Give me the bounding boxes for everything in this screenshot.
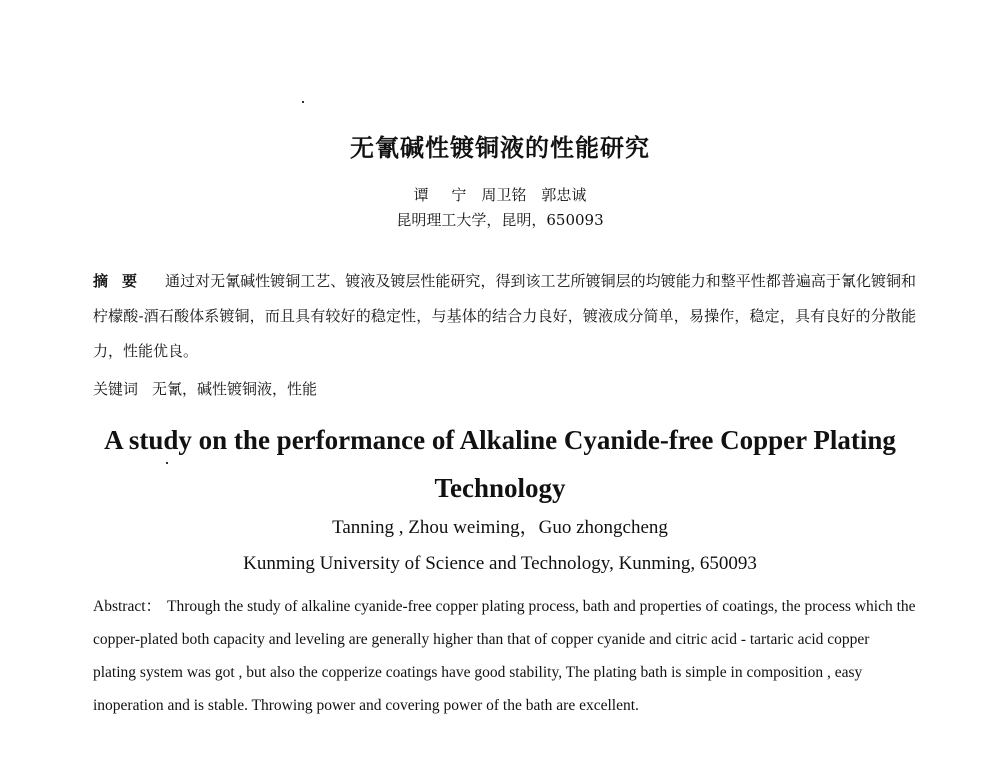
chinese-affiliation: 昆明理工大学，昆明，650093 [396, 211, 604, 229]
english-title: A study on the performance of Alkaline Cyanide-free Copper Plating Technology [104, 425, 896, 503]
english-abstract-text: Through the study of alkaline cyanide-free copper plating process, bath and properties of coatings, the process which the copper-plated both capacity and leveling are generally higher than that of copper cyanide and citric acid - tartaric acid copper plating system was got , but also the copperize coatings have good stability, The plating bath is simple in composition , easy inoperation and is stable. Throwing power and covering power of the bath are excellent. [93, 598, 916, 714]
chinese-keywords-text: 无氰，碱性镀铜液，性能 [152, 380, 318, 398]
chinese-authors: 谭 宁 周卫铭 郭忠诚 [413, 186, 587, 204]
scan-speck [302, 101, 304, 103]
chinese-abstract-label: 摘要 [93, 272, 152, 290]
english-abstract-label: Abstract： [93, 598, 162, 615]
english-authors: Tanning , Zhou weiming，Guo zhongcheng [332, 517, 668, 538]
chinese-keywords [93, 378, 916, 399]
english-abstract [93, 590, 916, 722]
english-affiliation: Kunming University of Science and Technology, Kunming, 650093 [243, 553, 757, 574]
chinese-abstract [93, 264, 916, 369]
chinese-abstract-text: 通过对无氰碱性镀铜工艺、镀液及镀层性能研究，得到该工艺所镀铜层的均镀能力和整平性都普遍高于氰化镀铜和柠檬酸-酒石酸体系镀铜，而且具有较好的稳定性，与基体的结合力良好，镀液成分简单，易操作，稳定，具有良好的分散能力，性能优良。 [93, 272, 916, 360]
chinese-keywords-label: 关键词 [93, 380, 139, 398]
chinese-title: 无氰碱性镀铜液的性能研究 [350, 134, 650, 162]
